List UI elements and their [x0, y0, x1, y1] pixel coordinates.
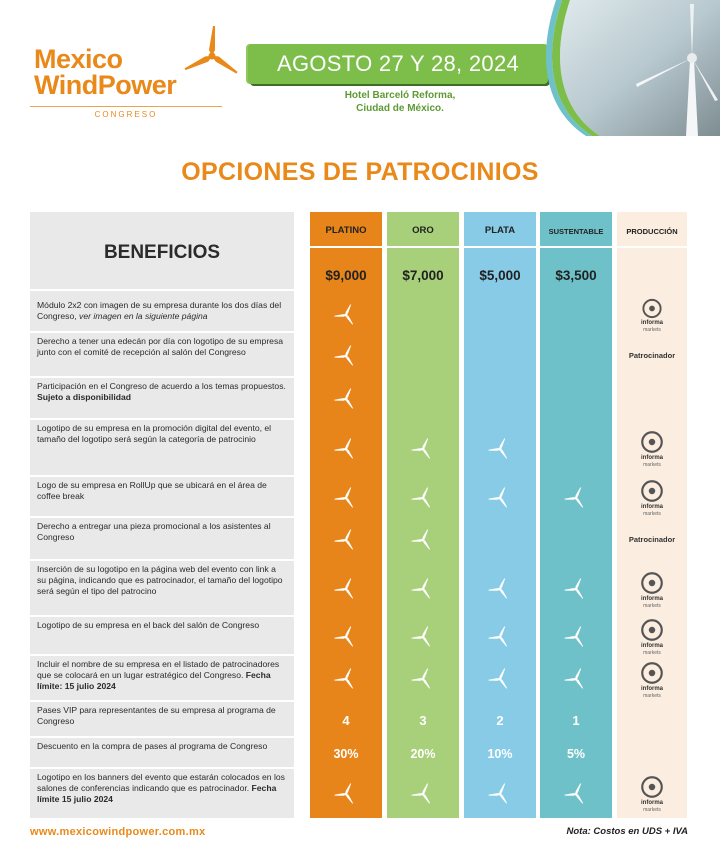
benefit-included-cell [387, 477, 459, 518]
informa-sublabel: markets [643, 650, 661, 656]
benefit-included-cell [540, 656, 612, 702]
informa-sublabel: markets [643, 692, 661, 699]
informa-logo-cell [617, 477, 687, 518]
row-divider [30, 418, 294, 420]
benefit-included-cell [464, 656, 536, 702]
informa-label: informa [640, 595, 663, 602]
vip-passes-value: 4 [342, 712, 350, 728]
wind-turbine-icon [333, 624, 359, 650]
patrocinador-label: Patrocinador [628, 351, 676, 360]
benefit-included-cell [387, 617, 459, 656]
wind-turbine-icon [563, 485, 589, 511]
benefit-included-cell [310, 561, 382, 617]
website-link[interactable]: www.mexicowindpower.com.mx [30, 826, 206, 838]
patrocinador-label: Patrocinador [628, 535, 676, 544]
benefit-included-cell [310, 656, 382, 702]
informa-sublabel: markets [643, 462, 661, 468]
benefit-included-cell [387, 561, 459, 617]
benefit-included-cell [310, 518, 382, 561]
benefit-text: Módulo 2x2 con imagen de su empresa durante los dos días del Congreso, ver imagen en la siguiente página [37, 300, 282, 321]
tier-name-plata: PLATA [484, 225, 516, 236]
informa-label: informa [640, 800, 663, 806]
informa-logo-icon [639, 429, 665, 455]
wind-turbine-logo-icon [178, 22, 250, 94]
tier-price-platino: $9,000 [325, 268, 367, 283]
wind-turbine-icon [487, 576, 513, 602]
venue-line-2: Ciudad de México. [356, 103, 444, 114]
benefit-included-cell [464, 617, 536, 656]
discount-value: 20% [410, 746, 436, 761]
wind-turbine-icon [410, 485, 436, 511]
event-venue [320, 89, 480, 115]
wind-turbine-icon [333, 485, 359, 511]
benefit-included-cell [310, 378, 382, 420]
benefit-included-cell [540, 561, 612, 617]
informa-label: informa [640, 320, 663, 326]
informa-logo-cell [617, 656, 687, 702]
benefits-header-divider [30, 289, 294, 291]
event-logo [30, 22, 230, 122]
informa-label: informa [640, 504, 663, 510]
tier-name-oro: ORO [412, 225, 434, 236]
row-divider [30, 700, 294, 702]
tier-price-plata: $5,000 [479, 268, 521, 283]
logo-subtitle: CONGRESO [30, 106, 222, 119]
benefit-included-cell [464, 477, 536, 518]
informa-label: informa [640, 455, 663, 461]
tier-name-produccion: PRODUCCIÓN [626, 227, 678, 236]
tier-name-sustentable: SUSTENTABLE [548, 227, 604, 236]
benefit-included-cell [464, 420, 536, 477]
benefit-included-cell [310, 617, 382, 656]
header-divider [310, 246, 687, 248]
vip-passes-value: 2 [496, 712, 504, 728]
benefit-included-cell [310, 333, 382, 378]
benefit-text: Logo de su empresa en RollUp que se ubicará en el área de coffee break [37, 480, 267, 501]
benefit-text: Derecho a entregar una pieza promocional a los asistentes al Congreso [37, 521, 271, 542]
informa-logo-cell [617, 769, 687, 818]
benefit-text-italic: ver imagen en la siguiente página [79, 311, 208, 321]
benefit-text: Pases VIP para representantes de su empresa al programa de Congreso [37, 705, 276, 726]
benefit-included-cell [387, 420, 459, 477]
logo-text-windpower: WindPower [34, 70, 177, 100]
informa-sublabel: markets [643, 327, 661, 333]
benefit-text-bold: Fecha límite 15 julio 2024 [37, 783, 277, 804]
wind-turbine-icon [333, 436, 359, 462]
benefit-text: Logotipo en los banners del evento que estarán colocados en los salones de conferencias indicando que es patrocinador. Fecha límite 15 julio 2024 [37, 772, 285, 804]
wind-turbine-icon [333, 666, 359, 692]
informa-logo-cell [617, 420, 687, 477]
informa-label: informa [640, 685, 663, 692]
wind-turbine-icon [333, 781, 359, 807]
benefit-text: Descuento en la compra de pases al programa de Congreso [37, 741, 268, 751]
informa-sublabel: markets [643, 807, 661, 813]
wind-turbine-icon [410, 666, 436, 692]
benefit-included-cell [310, 420, 382, 477]
benefit-text: Inserción de su logotipo en la página web del evento con link a su página, indicando que es patrocinador, el tamaño del logotipo será según el tipo del patrocino [37, 564, 283, 596]
row-divider [30, 475, 294, 477]
wind-turbine-icon [563, 624, 589, 650]
informa-sublabel: markets [643, 602, 661, 609]
benefit-included-cell [310, 297, 382, 333]
benefit-text: Incluir el nombre de su empresa en el listado de patrocinadores que se colocará en un lugar estratégico del Congreso. Fecha límite: 15 julio 2024 [37, 659, 280, 691]
informa-logo-cell [617, 561, 687, 617]
vip-passes-value: 3 [419, 712, 427, 728]
row-divider [30, 767, 294, 769]
discount-value: 30% [333, 746, 359, 761]
event-dates: AGOSTO 27 Y 28, 2024 [276, 51, 520, 76]
vip-passes-value: 1 [572, 712, 580, 728]
row-divider [30, 376, 294, 378]
benefit-included-cell [387, 656, 459, 702]
event-dates-banner [248, 44, 548, 84]
row-divider [30, 559, 294, 561]
benefit-included-cell [464, 769, 536, 818]
row-divider [30, 615, 294, 617]
wind-turbine-icon [563, 781, 589, 807]
benefit-text-bold: Fecha límite: 15 julio 2024 [37, 670, 271, 691]
wind-turbine-icon [333, 302, 359, 328]
wind-turbine-icon [487, 436, 513, 462]
benefit-included-cell [387, 769, 459, 818]
informa-logo-icon [639, 774, 665, 800]
wind-turbine-icon [487, 666, 513, 692]
discount-value: 5% [566, 746, 586, 761]
wind-turbine-icon [487, 781, 513, 807]
tier-name-platino: PLATINO [325, 225, 367, 236]
benefit-included-cell [464, 561, 536, 617]
wind-turbine-icon [563, 576, 589, 602]
row-divider [30, 516, 294, 518]
informa-logo-cell [617, 297, 687, 333]
benefit-text: Logotipo de su empresa en la promoción digital del evento, el tamaño del logotipo será según la categoría de patrocinio [37, 423, 272, 444]
benefit-text: Logotipo de su empresa en el back del salón de Congreso [37, 620, 260, 630]
benefits-header: BENEFICIOS [103, 242, 221, 263]
benefit-included-cell [540, 769, 612, 818]
wind-turbine-icon [410, 527, 436, 553]
wind-turbine-icon [333, 386, 359, 412]
discount-value: 10% [487, 746, 513, 761]
wind-turbine-icon [410, 781, 436, 807]
benefit-included-cell [540, 477, 612, 518]
informa-logo-icon [639, 478, 665, 504]
benefit-text-bold: Sujeto a disponibilidad [37, 392, 132, 402]
informa-logo-icon [639, 570, 665, 596]
benefit-included-cell [310, 769, 382, 818]
benefit-included-cell [540, 617, 612, 656]
page-title: OPCIONES DE PATROCINIOS [181, 158, 539, 186]
wind-turbine-icon [487, 485, 513, 511]
wind-turbine-icon [410, 436, 436, 462]
wind-turbine-icon [333, 576, 359, 602]
informa-logo-cell [617, 617, 687, 656]
wind-turbine-icon [410, 576, 436, 602]
benefit-text: Derecho a tener una edecán por día con logotipo de su empresa junto con el comité de recepción al salón del Congreso [37, 336, 284, 357]
row-divider [30, 654, 294, 656]
wind-turbine-icon [563, 666, 589, 692]
benefit-included-cell [310, 477, 382, 518]
row-divider [30, 331, 294, 333]
wind-turbine-icon [333, 527, 359, 553]
row-divider [30, 736, 294, 738]
informa-label: informa [640, 643, 663, 649]
tier-price-sustentable: $3,500 [555, 268, 597, 283]
informa-logo-icon [639, 660, 665, 686]
informa-logo-icon [639, 617, 665, 643]
venue-line-1: Hotel Barceló Reforma, [344, 90, 456, 101]
wind-turbine-icon [410, 624, 436, 650]
informa-logo-icon [639, 297, 665, 320]
wind-turbine-icon [487, 624, 513, 650]
benefit-text: Participación en el Congreso de acuerdo a los temas propuestos. Sujeto a disponibilidad [37, 381, 286, 402]
cost-note: Nota: Costos en UDS + IVA [566, 826, 688, 837]
wind-turbine-icon [333, 343, 359, 369]
benefit-included-cell [387, 518, 459, 561]
tier-price-oro: $7,000 [402, 268, 444, 283]
wind-turbine-photo [540, 0, 720, 136]
informa-sublabel: markets [643, 511, 661, 517]
logo-text-mexico: Mexico [34, 44, 123, 74]
